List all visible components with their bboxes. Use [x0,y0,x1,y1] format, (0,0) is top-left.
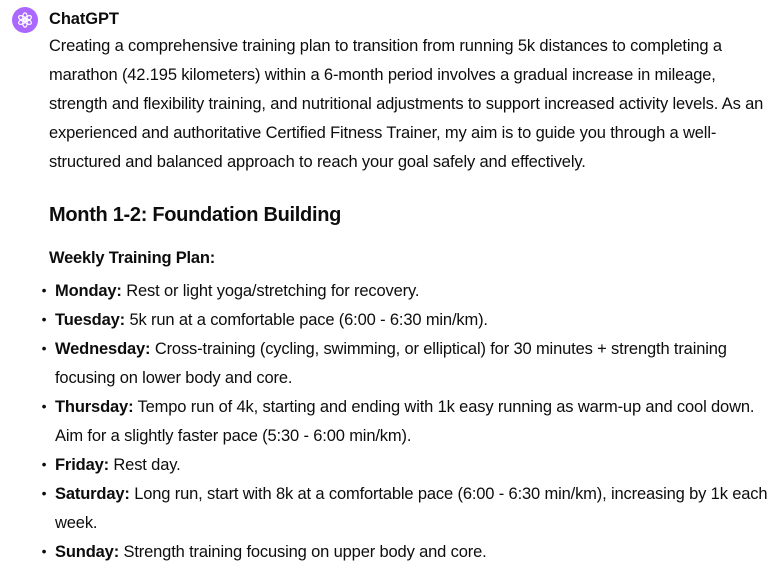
bullet-icon: • [41,485,47,501]
plan-item-saturday [41,480,770,538]
day-label: Thursday: [55,398,134,416]
bullet-icon: • [41,398,47,414]
day-description: Strength training focusing on upper body and core. [119,543,487,561]
bullet-icon: • [41,456,47,472]
plan-item-tuesday [41,306,770,335]
day-description: Tempo run of 4k, starting and ending with 1k easy running as warm-up and cool down. Aim for a slightly faster pace (5:30 - 6:00 min/km). [55,398,755,445]
day-description: Cross-training (cycling, swimming, or elliptical) for 30 minutes + strength training focusing on lower body and core. [55,340,727,387]
openai-logo-icon [12,7,38,33]
bullet-icon: • [41,543,47,559]
weekly-plan-heading: Weekly Training Plan: [49,249,216,267]
day-label: Tuesday: [55,311,126,329]
day-description: 5k run at a comfortable pace (6:00 - 6:30 min/km). [125,311,488,329]
intro-paragraph: Creating a comprehensive training plan to transition from running 5k distances to completing a marathon (42.195 kilometers) within a 6-month period involves a gradual increase in mileage, strength and flexibility training, and nutritional adjustments to support increased activity levels. As an experienced and authoritative Certified Fitness Trainer, my aim is to guide you through a well-structured and balanced approach to reach your goal safely and effectively. [49,37,764,171]
day-label: Sunday: [55,543,120,561]
bullet-icon: • [41,340,47,356]
message-content [41,32,774,567]
day-description: Rest or light yoga/stretching for recovery. [121,282,420,300]
sender-name: ChatGPT [49,10,119,28]
day-description: Long run, start with 8k at a comfortable pace (6:00 - 6:30 min/km), increasing by 1k each week. [55,485,768,532]
section-heading: Month 1-2: Foundation Building [49,204,342,226]
bullet-icon: • [41,311,47,327]
day-label: Wednesday: [55,340,151,358]
day-label: Monday: [55,282,122,300]
plan-item-thursday [41,393,770,451]
plan-item-wednesday [41,335,770,393]
day-label: Saturday: [55,485,130,503]
weekly-plan-list [41,277,770,567]
day-description: Rest day. [108,456,181,474]
plan-item-friday [41,451,770,480]
bullet-icon: • [41,282,47,298]
plan-item-sunday [41,538,770,567]
day-label: Friday: [55,456,109,474]
plan-item-monday [41,277,770,306]
